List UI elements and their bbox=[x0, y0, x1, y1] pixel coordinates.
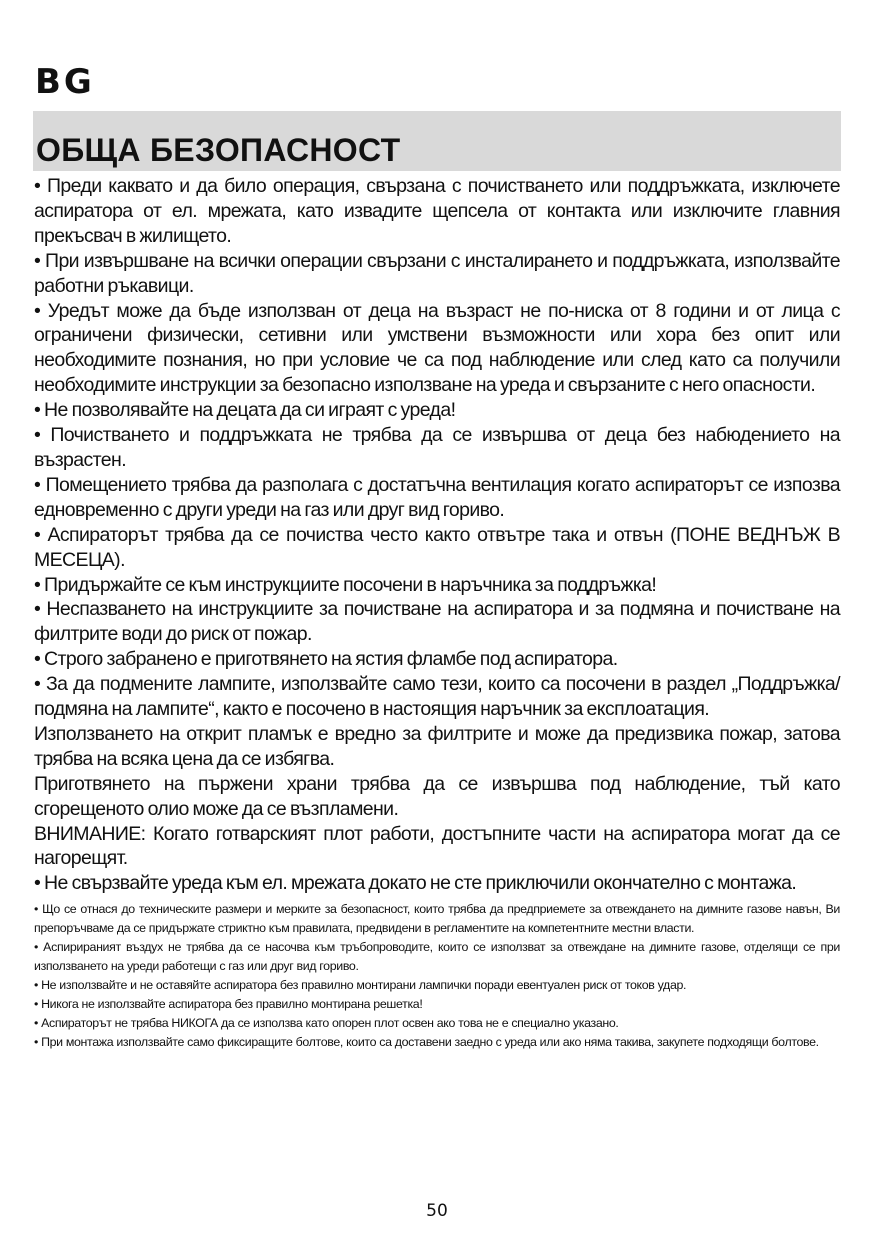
note-grille: • Никога не използвайте аспиратора без правилно монтирана решетка! bbox=[34, 996, 423, 1011]
page-number: 50 bbox=[426, 1201, 448, 1221]
paragraph-gloves: • При извършване на всички операции свързани с инсталирането и поддръжката, използвайте работни ръкавици. bbox=[34, 249, 840, 297]
additional-notes bbox=[34, 900, 840, 1051]
main-instructions bbox=[34, 174, 840, 896]
safety-content bbox=[34, 174, 840, 1052]
note-lamps-shock: • Не използвайте и не оставяйте аспиратора без правилно монтирани лампички поради евентуален риск от токов удар. bbox=[34, 977, 687, 992]
paragraph-fire-risk: • Неспазването на инструкциите за почистване на аспиратора и за подмяна и почистване на филтрите води до риск от пожар. bbox=[34, 598, 840, 646]
paragraph-maintenance-manual: • Придържайте се към инструкциите посочени в наръчника за поддръжка! bbox=[34, 573, 657, 596]
paragraph-supervision: • Почистването и поддръжката не трябва да се извършва от деца без набюдението на възрастен. bbox=[34, 424, 840, 471]
paragraph-lamps: • За да подмените лампите, използвайте само тези, които са посочени в раздел „Поддръжка/подмяна на лампите“, както е посочено в настоящия наръчник за експлоатация. bbox=[34, 673, 840, 721]
paragraph-children-8-years: • Уредът може да бъде използван от деца на възраст не по-ниска от 8 години и от лица с ограничени физически, сетивни или умствени възможности или хора без опит или необходимите познания, но при условие че са под наблюдение или след като са получили необходимите инструкции за безопасно използване на уреда и свързаните с него опасности. bbox=[34, 299, 840, 397]
paragraph-no-play: • Не позволявайте на децата да си играят с уреда! bbox=[34, 399, 456, 422]
paragraph-warning-hot: ВНИМАНИЕ: Когато готварският плот работи, достъпните части на аспиратора могат да се нагорещят. bbox=[34, 822, 840, 870]
note-support-surface: • Аспираторът не трябва НИКОГА да се използва като опорен плот освен ако това не е специално указано. bbox=[34, 1015, 619, 1030]
paragraph-unplug: • Преди каквато и да било операция, свързана с почистването или поддръжката, изключете аспиратора от ел. мрежата, като извадите щепсела от контакта или изключите главния прекъсвач в жилището. bbox=[34, 175, 840, 247]
paragraph-frying: Приготвянето на пържени храни трябва да се извършва под наблюдение, тъй като сгорещеното олио може да се възпламени. bbox=[34, 772, 840, 820]
language-code: BG bbox=[35, 62, 95, 102]
note-regulations: • Що се отнася до техническите размери и мерките за безопасност, които трябва да предприемете за отвеждането на димните газове навън, Ви препоръчваме да се придържате стриктно към правилата, предвидени в регламентите на компетентните местни власти. bbox=[34, 902, 840, 936]
note-exhaust-ducts: • Аспирираният въздух не трябва да се насочва към тръбопроводите, които се използват за отвеждане на димните газове, отделящи се при използването на уреди работещи с газ или друг вид гориво. bbox=[34, 940, 840, 973]
paragraph-open-flame: Използването на открит пламък е вредно за филтрите и може да предизвика пожар, затова трябва на всяка цена да се избягва. bbox=[34, 722, 840, 770]
paragraph-flambe: • Строго забранено е приготвянето на ястия фламбе под аспиратора. bbox=[34, 648, 618, 671]
paragraph-ventilation: • Помещението трябва да разполага с достатъчна вентилация когато аспираторът се изпозва едновременно с други уреди на газ или друг вид гориво. bbox=[34, 473, 840, 521]
note-fixing-screws: • При монтажа използвайте само фиксиращите болтове, които са доставени заедно с уреда или ако няма такива, закупете подходящи болтове. bbox=[34, 1034, 819, 1049]
section-title: ОБЩА БЕЗОПАСНОСТ bbox=[36, 132, 401, 168]
paragraph-cleaning-frequency: • Аспираторът трябва да се почиства често както отвътре така и отвън (ПОНЕ ВЕДНЪЖ В МЕСЕЦА). bbox=[34, 523, 840, 571]
paragraph-installation: • Не свързвайте уреда към ел. мрежата докато не сте приключили окончателно с монтажа. bbox=[34, 872, 797, 895]
